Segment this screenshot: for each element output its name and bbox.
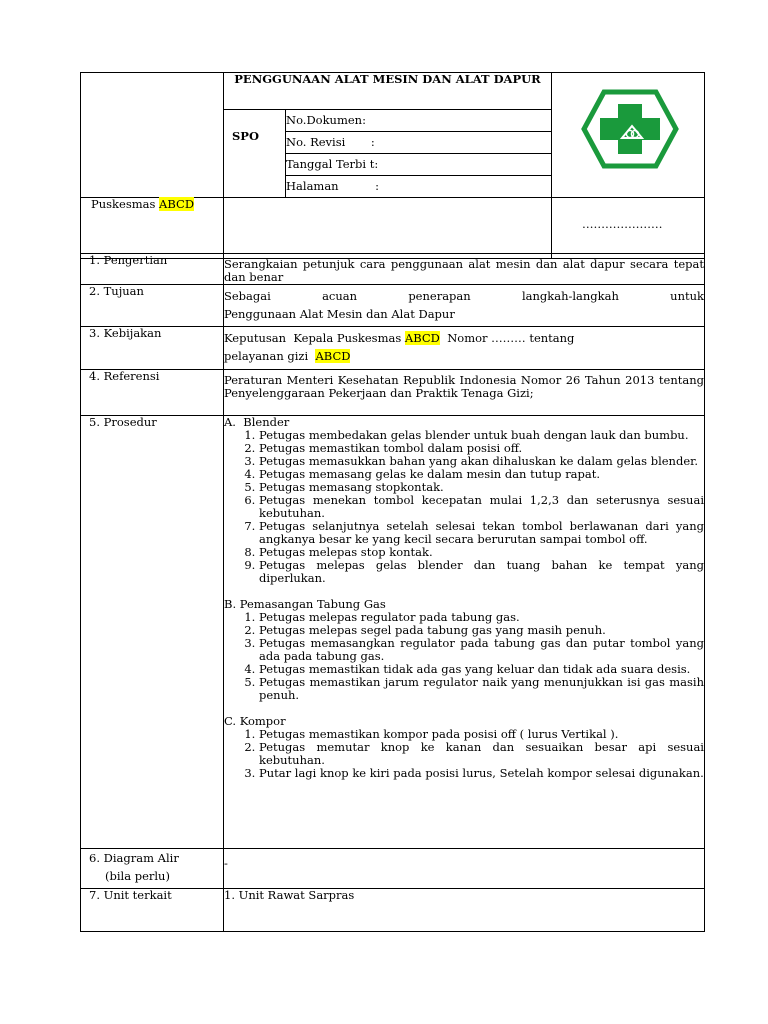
row-label-pengertian: 1. Pengertian (81, 254, 224, 285)
row-text-diagram: - (224, 849, 705, 889)
row-text-kebijakan (224, 327, 705, 370)
diagram-sublabel: (bila perlu) (105, 869, 170, 883)
procedure-step: 5. Petugas memastikan jarum regulator naik yang menunjukkan isi gas masih penuh. (259, 676, 704, 702)
puskesmas-cross-logo-icon (580, 88, 680, 170)
procedure-step: 4. Petugas memasang gelas ke dalam mesin dan tutup rapat. (259, 468, 704, 481)
section-c-title: C. Kompor (224, 714, 286, 728)
procedure-step: 1. Petugas memastikan kompor pada posisi off ( lurus Vertikal ). (259, 728, 704, 741)
procedure-step: 3. Putar lagi knop ke kiri pada posisi lurus, Setelah kompor selesai digunakan. (259, 767, 704, 780)
procedure-step: 9. Petugas melepas gelas blender dan tuang bahan ke tempat yang diperlukan. (259, 559, 704, 585)
spo-label: SPO (224, 110, 286, 198)
tujuan-line-1: Sebagai acuan penerapan langkah-langkah untuk (224, 289, 704, 303)
procedure-step: 2. Petugas melepas segel pada tabung gas yang masih penuh. (259, 624, 704, 637)
section-c-list (224, 728, 704, 780)
row-label-tujuan: 2. Tujuan (81, 285, 224, 327)
section-b-title: B. Pemasangan Tabung Gas (224, 597, 386, 611)
org-prefix: Puskesmas (91, 197, 160, 211)
procedure-step: 1. Petugas membedakan gelas blender untuk buah dengan lauk dan bumbu. (259, 429, 704, 442)
org-blank-cell (224, 198, 552, 259)
kebijakan-part-2: Nomor ……… tentang (439, 331, 575, 345)
document-title: PENGGUNAAN ALAT MESIN DAN ALAT DAPUR (224, 73, 552, 110)
row-label-prosedur: 5. Prosedur (81, 416, 224, 849)
kebijakan-highlight-2: ABCD (315, 349, 351, 363)
row-label-unit: 7. Unit terkait (81, 889, 224, 932)
content-table (80, 253, 705, 932)
org-cell (81, 198, 224, 259)
procedure-step: 2. Petugas memastikan tombol dalam posisi off. (259, 442, 704, 455)
tujuan-line-2: Penggunaan Alat Mesin dan Alat Dapur (224, 307, 455, 321)
meta-halaman: Halaman : (286, 176, 552, 198)
meta-tanggal-terbit: Tanggal Terbi t: (286, 154, 552, 176)
row-text-referensi: Peraturan Menteri Kesehatan Republik Indonesia Nomor 26 Tahun 2013 tentang Penyelenggaraan Pekerjaan dan Praktik Tenaga Gizi; (224, 370, 705, 416)
meta-no-dokumen: No.Dokumen: (286, 110, 552, 132)
row-text-prosedur (224, 416, 705, 849)
diagram-label: 6. Diagram Alir (89, 851, 179, 865)
row-text-pengertian: Serangkaian petunjuk cara penggunaan alat mesin dan alat dapur secara tepat dan benar (224, 254, 705, 285)
procedure-step: 6. Petugas menekan tombol kecepatan mulai 1,2,3 dan seterusnya sesuai kebutuhan. (259, 494, 704, 520)
kebijakan-part-3: pelayanan gizi (224, 349, 316, 363)
org-name-highlight: ABCD (159, 197, 195, 211)
procedure-step: 8. Petugas melepas stop kontak. (259, 546, 704, 559)
row-label-diagram (81, 849, 224, 889)
row-label-kebijakan: 3. Kebijakan (81, 327, 224, 370)
section-a-title: A. Blender (224, 415, 290, 429)
section-a-list (224, 429, 704, 585)
row-label-referensi: 4. Referensi (81, 370, 224, 416)
row-text-unit: 1. Unit Rawat Sarpras (224, 889, 705, 932)
procedure-step: 3. Petugas memasangkan regulator pada tabung gas dan putar tombol yang ada pada tabung gas. (259, 637, 704, 663)
procedure-step: 5. Petugas memasang stopkontak. (259, 481, 704, 494)
header-blank-cell (81, 73, 224, 198)
section-b-list (224, 611, 704, 702)
kebijakan-part-1: Keputusan Kepala Puskesmas (224, 331, 405, 345)
procedure-step: 1. Petugas melepas regulator pada tabung gas. (259, 611, 704, 624)
kebijakan-highlight-1: ABCD (404, 331, 440, 345)
meta-no-revisi: No. Revisi : (286, 132, 552, 154)
row-text-tujuan (224, 285, 705, 327)
procedure-step: 7. Petugas selanjutnya setelah selesai tekan tombol berlawanan dari yang angkanya besar ke yang kecil secara berurutan sampai tombol off. (259, 520, 704, 546)
procedure-step: 2. Petugas memutar knop ke kanan dan sesuaikan besar api sesuai kebutuhan. (259, 741, 704, 767)
procedure-step: 3. Petugas memasukkan bahan yang akan dihaluskan ke dalam gelas blender. (259, 455, 704, 468)
procedure-step: 4. Petugas memastikan tidak ada gas yang keluar dan tidak ada suara desis. (259, 663, 704, 676)
signature-dots: ………………… (552, 198, 705, 259)
